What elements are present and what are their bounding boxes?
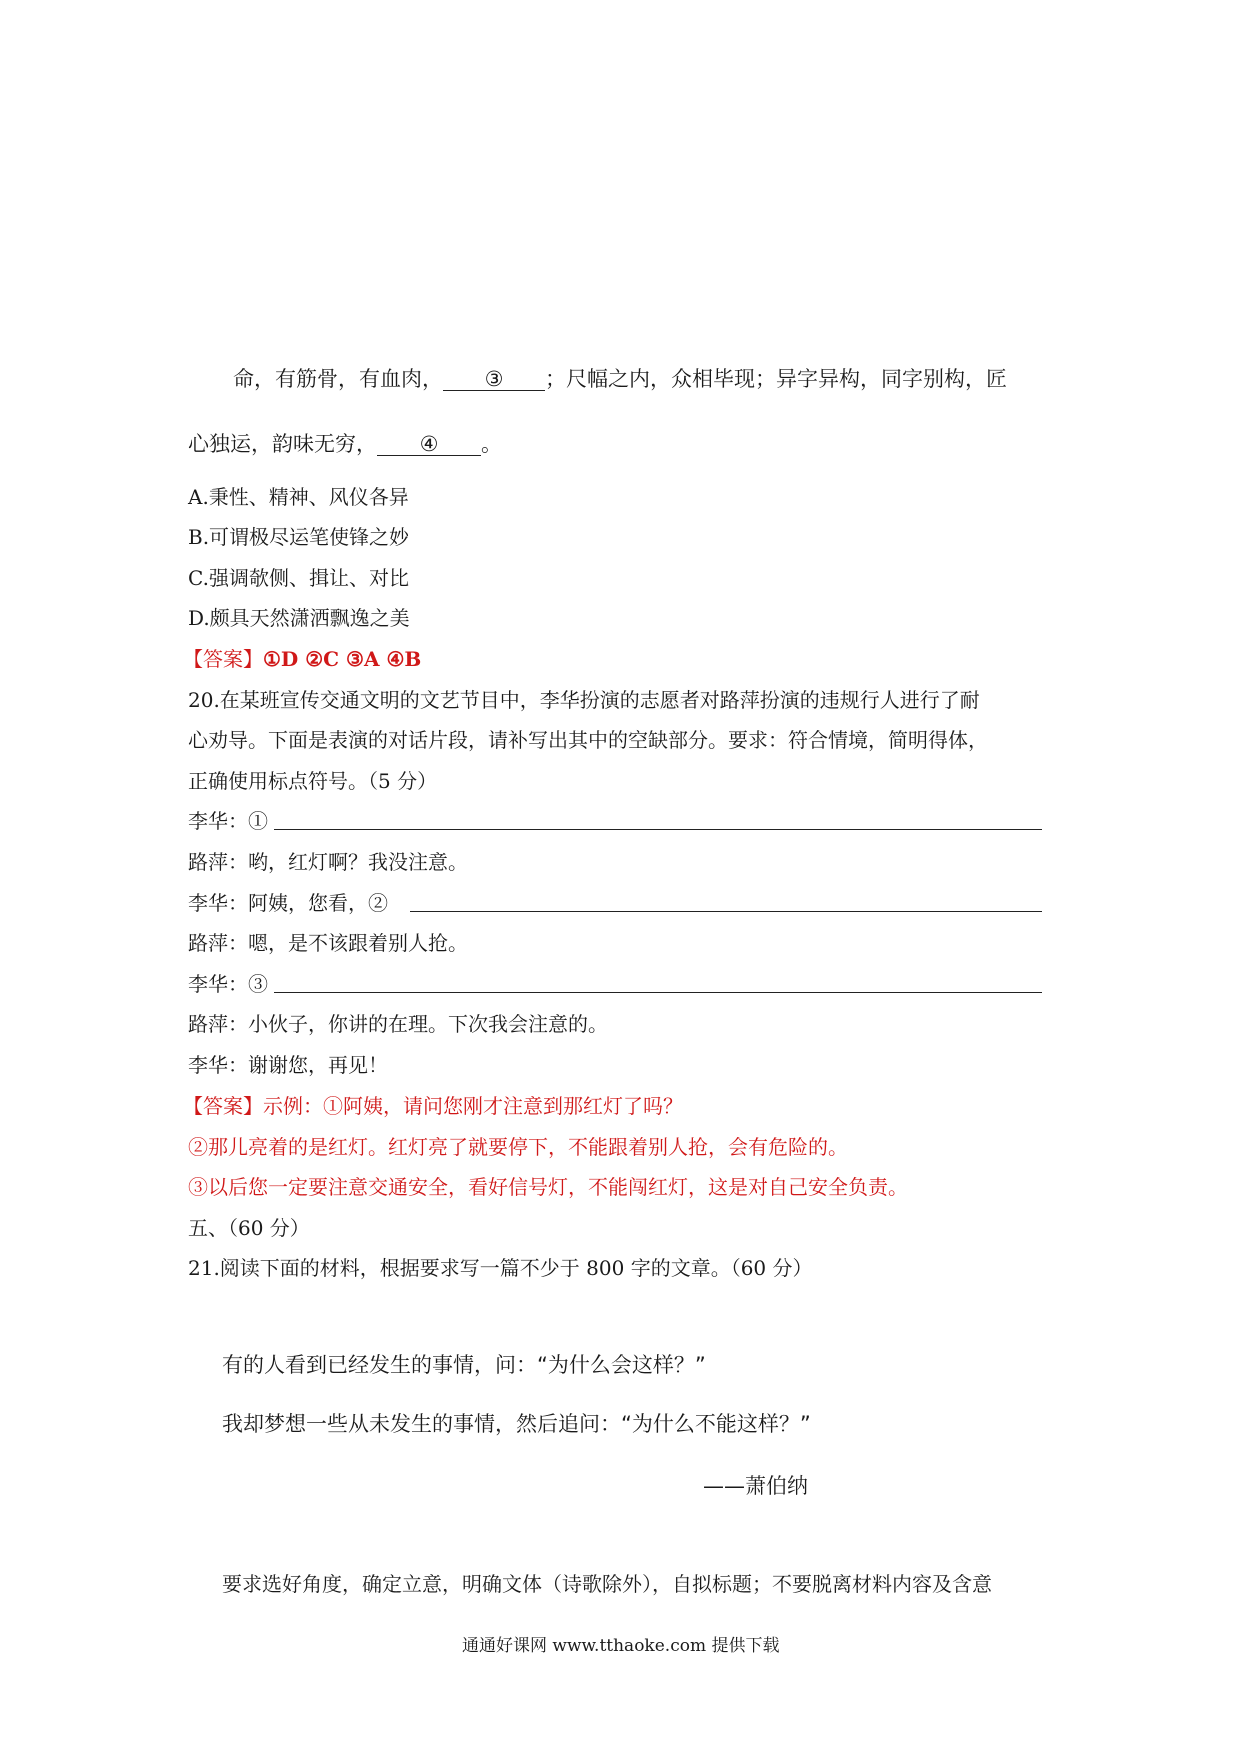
dialogue-line-1: 李华：①	[188, 809, 268, 833]
answer-19-text: ①D ②C ③A ④B	[263, 647, 422, 671]
answer-20-text-1: 示例：①阿姨，请问您刚才注意到那红灯了吗？	[263, 1094, 683, 1118]
answer-19-tag: 【答案】	[183, 647, 263, 671]
page-footer: 通通好课网 www.tthaoke.com 提供下载	[462, 1636, 780, 1656]
dialogue-line-6: 路萍：小伙子，你讲的在理。下次我会注意的。	[188, 1012, 608, 1036]
option-a: A.秉性、精神、风仪各异	[188, 485, 409, 509]
answer-line-1	[274, 829, 1042, 830]
q20-line-1: 20.在某班宣传交通文明的文艺节目中，李华扮演的志愿者对路萍扮演的违规行人进行了耐	[188, 688, 980, 712]
passage-line-1	[233, 369, 1007, 391]
q20-line-3: 正确使用标点符号。（5 分）	[188, 769, 438, 793]
dialogue-line-2: 路萍：哟，红灯啊？我没注意。	[188, 850, 468, 874]
blank-4: ④	[377, 434, 481, 456]
passage-text-end: 。	[481, 432, 502, 456]
q21-prompt: 21.阅读下面的材料，根据要求写一篇不少于 800 字的文章。（60 分）	[188, 1256, 813, 1280]
option-c: C.强调欹侧、揖让、对比	[188, 566, 409, 590]
requirement-text: 要求选好角度，确定立意，明确文体（诗歌除外），自拟标题；不要脱离材料内容及含意	[222, 1572, 992, 1596]
passage-text-a: 命，有筋骨，有血肉，	[233, 367, 443, 391]
dialogue-line-5: 李华：③	[188, 972, 268, 996]
answer-line-2	[410, 911, 1042, 912]
answer-19	[183, 649, 421, 669]
material-author: ——萧伯纳	[703, 1474, 808, 1498]
dialogue-line-7: 李华：谢谢您，再见！	[188, 1053, 388, 1077]
passage-line-2	[188, 434, 502, 456]
answer-20-line-2: ②那儿亮着的是红灯。红灯亮了就要停下，不能跟着别人抢，会有危险的。	[188, 1135, 848, 1159]
blank-3: ③	[443, 369, 545, 391]
section-5-heading: 五、（60 分）	[188, 1216, 310, 1240]
answer-20-line-1	[183, 1096, 683, 1116]
option-d: D.颇具天然潇洒飘逸之美	[188, 606, 410, 630]
answer-20-line-3: ③以后您一定要注意交通安全，看好信号灯，不能闯红灯，这是对自己安全负责。	[188, 1175, 908, 1199]
passage-text-c: 心独运，韵味无穷，	[188, 432, 377, 456]
option-b: B.可谓极尽运笔使锋之妙	[188, 525, 410, 549]
material-line-1: 有的人看到已经发生的事情，问：“为什么会这样？”	[222, 1353, 706, 1377]
q20-line-2: 心劝导。下面是表演的对话片段，请补写出其中的空缺部分。要求：符合情境，简明得体，	[188, 728, 988, 752]
answer-20-tag: 【答案】	[183, 1094, 263, 1118]
dialogue-line-3: 李华：阿姨，您看，②	[188, 891, 388, 915]
dialogue-line-4: 路萍：嗯，是不该跟着别人抢。	[188, 931, 468, 955]
passage-text-b: ；尺幅之内，众相毕现；异字异构，同字别构，匠	[545, 367, 1007, 391]
answer-line-3	[274, 992, 1042, 993]
material-line-2: 我却梦想一些从未发生的事情，然后追问：“为什么不能这样？”	[222, 1412, 811, 1436]
